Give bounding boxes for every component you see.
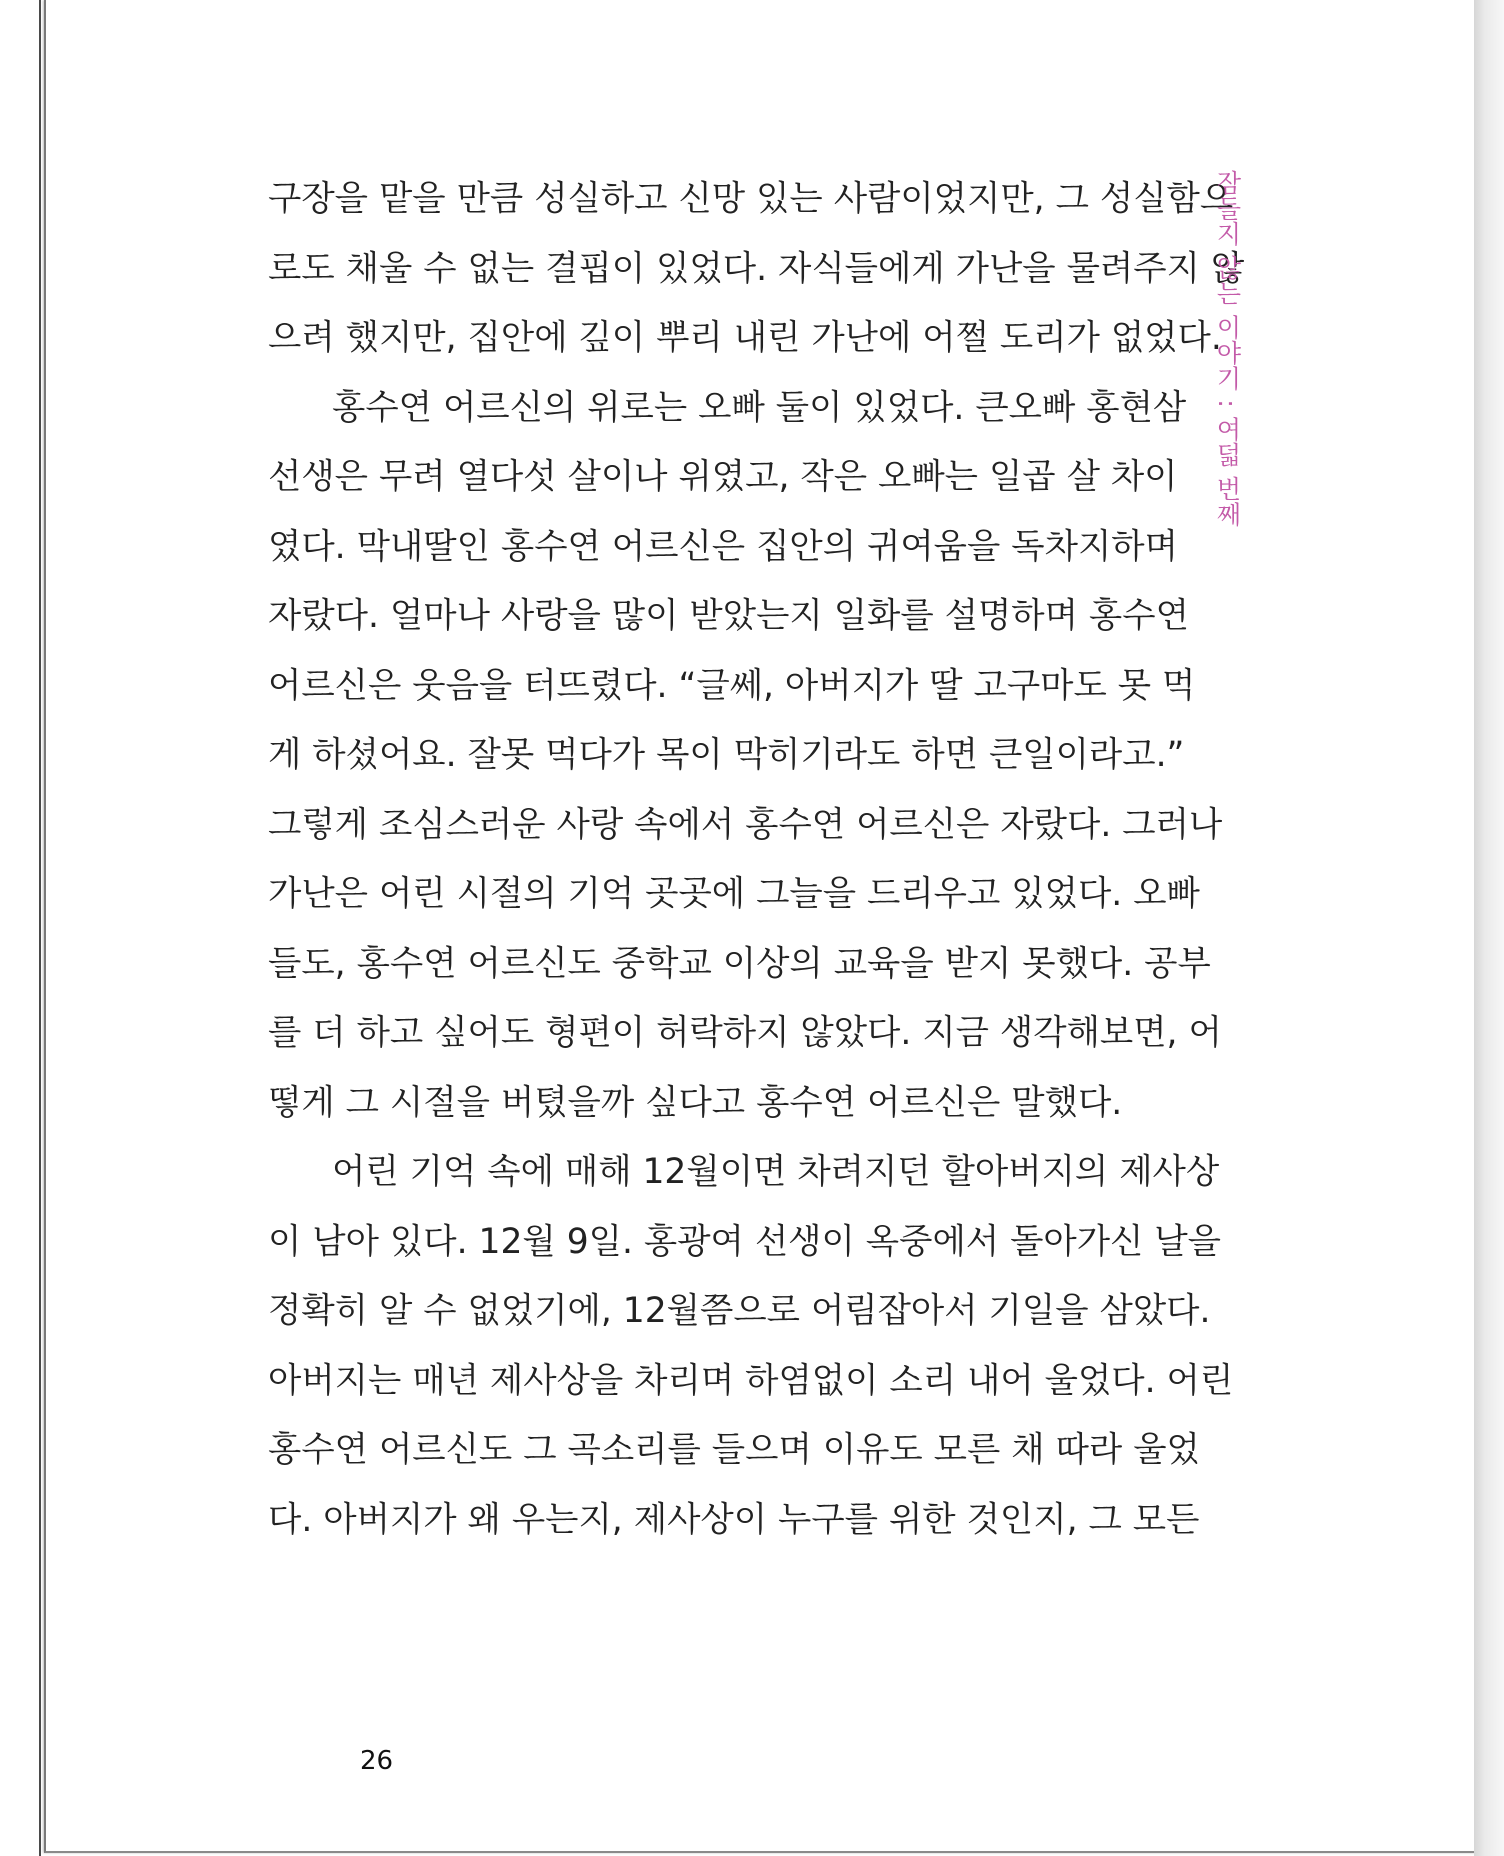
- text-line: 로도 채울 수 없는 결핍이 있었다. 자식들에게 가난을 물려주지 않: [268, 248, 1245, 289]
- text-line: 어르신은 웃음을 터뜨렸다. “글쎄, 아버지가 딸 고구마도 못 먹: [268, 665, 1196, 706]
- text-line: 선생은 무려 열다섯 살이나 위였고, 작은 오빠는 일곱 살 차이: [268, 457, 1178, 497]
- text-line: 였다. 막내딸인 홍수연 어르신은 집안의 귀여움을 독차지하며: [268, 526, 1178, 567]
- text-line: 구장을 맡을 만큼 성실하고 신망 있는 사람이었지만, 그 성실함으: [268, 179, 1234, 219]
- text-line: 들도, 홍수연 어르신도 중학교 이상의 교육을 받지 못했다. 공부: [268, 943, 1211, 984]
- text-line: 떻게 그 시절을 버텼을까 싶다고 홍수연 어르신은 말했다.: [268, 1082, 1123, 1123]
- text-line: 정확히 알 수 없었기에, 12월쯤으로 어림잡아서 기일을 삼았다.: [268, 1291, 1211, 1331]
- text-line: 그렇게 조심스러운 사랑 속에서 홍수연 어르신은 자랐다. 그러나: [268, 804, 1223, 845]
- text-line: 어린 기억 속에 매해 12월이면 차려지던 할아버지의 제사상: [332, 1152, 1220, 1192]
- text-line: 자랐다. 얼마나 사랑을 많이 받았는지 일화를 설명하며 홍수연: [268, 596, 1189, 636]
- text-line: 으려 했지만, 집안에 깊이 뿌리 내린 가난에 어쩔 도리가 없었다.: [268, 318, 1222, 358]
- text-line: 홍수연 어르신도 그 곡소리를 들으며 이유도 모른 채 따라 울었: [268, 1430, 1200, 1470]
- text-line: 다. 아버지가 왜 우는지, 제사상이 누구를 위한 것인지, 그 모든: [268, 1499, 1200, 1540]
- page-number: 26: [360, 1746, 394, 1776]
- text-line: 를 더 하고 싶어도 형편이 허락하지 않았다. 지금 생각해보면, 어: [268, 1013, 1222, 1053]
- running-head: 잠들지 않는 이야기 : 여덟 번째: [1213, 170, 1242, 528]
- text-line: 홍수연 어르신의 위로는 오빠 둘이 있었다. 큰오빠 홍현삼: [332, 387, 1187, 428]
- viewer-left-edge: [39, 0, 41, 1856]
- text-line: 아버지는 매년 제사상을 차리며 하염없이 소리 내어 울었다. 어린: [268, 1360, 1234, 1401]
- text-line: 게 하셨어요. 잘못 먹다가 목이 막히기라도 하면 큰일이라고.”: [268, 735, 1185, 775]
- page-right-shadow: [1474, 0, 1504, 1856]
- text-line: 가난은 어린 시절의 기억 곳곳에 그늘을 드리우고 있었다. 오빠: [268, 874, 1200, 914]
- text-line: 이 남아 있다. 12월 9일. 홍광여 선생이 옥중에서 돌아가신 날을: [268, 1221, 1222, 1262]
